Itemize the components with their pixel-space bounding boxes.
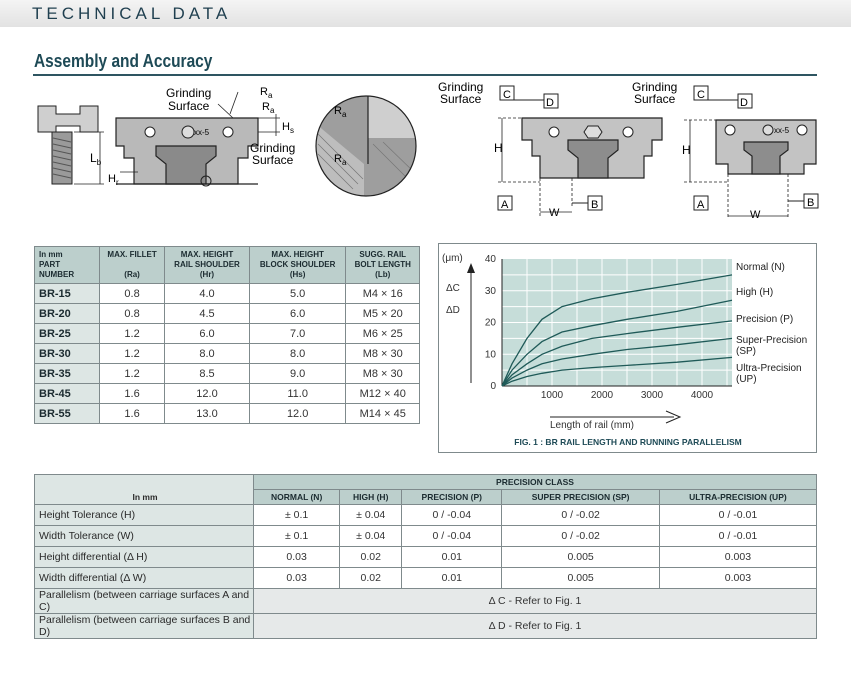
table-row	[35, 284, 420, 304]
y-axis-unit: (μm)	[442, 253, 463, 264]
x-tick-label: 3000	[640, 390, 664, 401]
grinding-label-right: Grinding	[250, 141, 296, 155]
table-cell: 4.5	[165, 304, 250, 324]
table-row	[35, 364, 420, 384]
bolt-drawing	[38, 106, 98, 184]
h-label-2: H	[682, 143, 691, 157]
merged-cell: Δ C - Refer to Fig. 1	[254, 589, 817, 614]
table-row	[35, 304, 420, 324]
table-cell: 1.2	[100, 364, 165, 384]
part-number-cell: BR-45	[35, 384, 100, 404]
bolt-hole-right	[223, 127, 233, 137]
center-mark	[182, 126, 194, 138]
lb-label: $L_b$	[90, 151, 102, 167]
col-header: HIGH (H)	[340, 490, 402, 505]
table-row	[35, 344, 420, 364]
table-cell: 0.02	[340, 547, 402, 568]
datum-d-1: D	[546, 97, 554, 109]
assembly-drawing	[28, 84, 420, 208]
table-cell: 0.8	[100, 284, 165, 304]
col-header: SUPER PRECISION (SP)	[502, 490, 659, 505]
series-label-4: Ultra-Precision	[736, 363, 802, 374]
table-cell: 0.01	[402, 547, 502, 568]
table-cell: 9.0	[249, 364, 346, 384]
parallelism-chart	[438, 243, 817, 453]
table-cell: 4.0	[165, 284, 250, 304]
row-label: Height differential (Δ H)	[35, 547, 254, 568]
ra-detail-bottom: $R_a$	[334, 153, 347, 167]
bolt-mark-label: xx-5	[194, 128, 210, 137]
datum-c-1: C	[503, 89, 511, 101]
table-cell: M8 × 30	[346, 344, 420, 364]
part-number-cell: BR-25	[35, 324, 100, 344]
y-tick-label: 30	[484, 285, 496, 297]
grinding-label-r1: Grinding	[438, 80, 484, 94]
table-row	[35, 384, 420, 404]
col-header-bolt-length: SUGG. RAIL BOLT LENGTH (Lb)	[346, 247, 420, 284]
row-label: Parallelism (between carriage surfaces B and D)	[35, 614, 254, 639]
col-header: NORMAL (N)	[254, 490, 340, 505]
bolt-hole-left	[145, 127, 155, 137]
part-number-cell: BR-15	[35, 284, 100, 304]
table-cell: 1.6	[100, 384, 165, 404]
row-label: Width differential (Δ W)	[35, 568, 254, 589]
table-cell: 7.0	[249, 324, 346, 344]
table-row	[35, 547, 817, 568]
table-cell: 0.8	[100, 304, 165, 324]
table-cell: 0.005	[502, 547, 659, 568]
table-row	[35, 324, 420, 344]
part-number-cell: BR-30	[35, 344, 100, 364]
datum-drawings	[432, 78, 822, 218]
series-label-3: Super-Precision	[736, 335, 808, 346]
w-label-1: W	[549, 207, 560, 218]
part-number-cell: BR-55	[35, 404, 100, 424]
table-cell: 0.003	[659, 547, 816, 568]
table-row	[35, 589, 817, 614]
table-cell: 0.01	[402, 568, 502, 589]
table-cell: M12 × 40	[346, 384, 420, 404]
part-number-cell: BR-35	[35, 364, 100, 384]
precision-class-table	[34, 474, 817, 639]
table-cell: 12.0	[249, 404, 346, 424]
surface-label-r1: Surface	[440, 92, 482, 106]
col-header: PRECISION (P)	[402, 490, 502, 505]
series-label-1: High (H)	[736, 287, 774, 298]
col-header-rail-shoulder: MAX. HEIGHT RAIL SHOULDER (Hr)	[165, 247, 250, 284]
col-header: ULTRA-PRECISION (UP)	[659, 490, 816, 505]
surface-label-right: Surface	[252, 153, 294, 167]
table-cell: 13.0	[165, 404, 250, 424]
table-cell: 1.2	[100, 324, 165, 344]
surface-label-top: Surface	[168, 99, 210, 113]
section-divider	[33, 74, 817, 76]
table-cell: 0.03	[254, 568, 340, 589]
table-cell: 11.0	[249, 384, 346, 404]
table-cell: ± 0.04	[340, 526, 402, 547]
table-cell: 8.5	[165, 364, 250, 384]
table-row	[35, 568, 817, 589]
table-cell: 1.6	[100, 404, 165, 424]
table-cell: M14 × 45	[346, 404, 420, 424]
merged-cell: Δ D - Refer to Fig. 1	[254, 614, 817, 639]
row-label: Width Tolerance (W)	[35, 526, 254, 547]
table-cell: ± 0.1	[254, 505, 340, 526]
page-header-title: TECHNICAL DATA	[32, 4, 232, 23]
w-label-2: W	[750, 209, 761, 218]
series-label-3: (SP)	[736, 346, 756, 357]
y-axis-label-dc: ΔC	[446, 283, 460, 294]
y-tick-label: 40	[484, 254, 496, 265]
table-cell: 12.0	[165, 384, 250, 404]
table-cell: 0 / -0.02	[502, 505, 659, 526]
row-label: Parallelism (between carriage surfaces A and C)	[35, 589, 254, 614]
datum-c-2: C	[697, 89, 705, 101]
chart-title: FIG. 1 : BR RAIL LENGTH AND RUNNING PARALLELISM	[514, 437, 742, 447]
table-cell: 6.0	[249, 304, 346, 324]
table-row	[35, 614, 817, 639]
table-cell: 8.0	[165, 344, 250, 364]
col-header-part: In mm PART NUMBER	[35, 247, 100, 284]
table-cell: M6 × 25	[346, 324, 420, 344]
table-row	[35, 505, 817, 526]
table-cell: 0 / -0.04	[402, 505, 502, 526]
datum-d-2: D	[740, 97, 748, 109]
col-header-block-shoulder: MAX. HEIGHT BLOCK SHOULDER (Hs)	[249, 247, 346, 284]
table-row	[35, 526, 817, 547]
y-tick-label: 20	[484, 317, 496, 329]
part-number-cell: BR-20	[35, 304, 100, 324]
rail-dimensions-table	[34, 246, 420, 424]
datum-b-1: B	[591, 199, 599, 211]
section-title: Assembly and Accuracy	[34, 51, 213, 71]
grinding-label-r2: Grinding	[632, 80, 678, 94]
hs-label: $H_s$	[282, 121, 294, 135]
x-tick-label: 4000	[690, 390, 714, 401]
table-cell: 0.005	[502, 568, 659, 589]
table-cell: 0 / -0.04	[402, 526, 502, 547]
table-cell: 0 / -0.01	[659, 505, 816, 526]
row-label: Height Tolerance (H)	[35, 505, 254, 526]
series-label-2: Precision (P)	[736, 314, 794, 325]
table-cell: 0.03	[254, 547, 340, 568]
ra-label-a: $R_a$	[260, 86, 273, 100]
table-header-row	[35, 247, 420, 284]
table-cell: 0.02	[340, 568, 402, 589]
x-tick-label: 1000	[540, 390, 564, 401]
ra-detail-top: $R_a$	[334, 105, 347, 119]
table-cell: 1.2	[100, 344, 165, 364]
ra-label-b: $R_a$	[262, 101, 275, 115]
table-cell: 0 / -0.01	[659, 526, 816, 547]
y-axis-label-dd: ΔD	[446, 305, 460, 316]
table-cell: M8 × 30	[346, 364, 420, 384]
bolt-mark-right: xx-5	[774, 126, 790, 135]
datum-a-2: A	[697, 199, 705, 211]
table-cell: M5 × 20	[346, 304, 420, 324]
table-cell: ± 0.04	[340, 505, 402, 526]
group-header: PRECISION CLASS	[254, 475, 817, 490]
col-header-fillet: MAX. FILLET (Ra)	[100, 247, 165, 284]
table-cell: M4 × 16	[346, 284, 420, 304]
surface-label-r2: Surface	[634, 92, 676, 106]
table-cell: 5.0	[249, 284, 346, 304]
table-cell: ± 0.1	[254, 526, 340, 547]
series-label-4: (UP)	[736, 374, 757, 385]
table-cell: 6.0	[165, 324, 250, 344]
table-cell: 0 / -0.02	[502, 526, 659, 547]
corner-header: In mm	[35, 475, 254, 505]
table-cell: 8.0	[249, 344, 346, 364]
table-cell: 0.003	[659, 568, 816, 589]
hr-label: $H_r$	[108, 173, 119, 187]
x-tick-label: 2000	[590, 390, 614, 401]
datum-a-1: A	[501, 199, 509, 211]
h-label-1: H	[494, 141, 503, 155]
header-band	[0, 0, 851, 27]
table-header-row	[35, 475, 817, 490]
table-row	[35, 404, 420, 424]
y-tick-label: 10	[484, 349, 496, 361]
y-tick-label: 0	[490, 381, 496, 392]
x-axis-label: Length of rail (mm)	[550, 420, 634, 431]
grinding-label-top: Grinding	[166, 86, 212, 100]
datum-b-2: B	[807, 197, 815, 209]
series-label-0: Normal (N)	[736, 262, 785, 273]
